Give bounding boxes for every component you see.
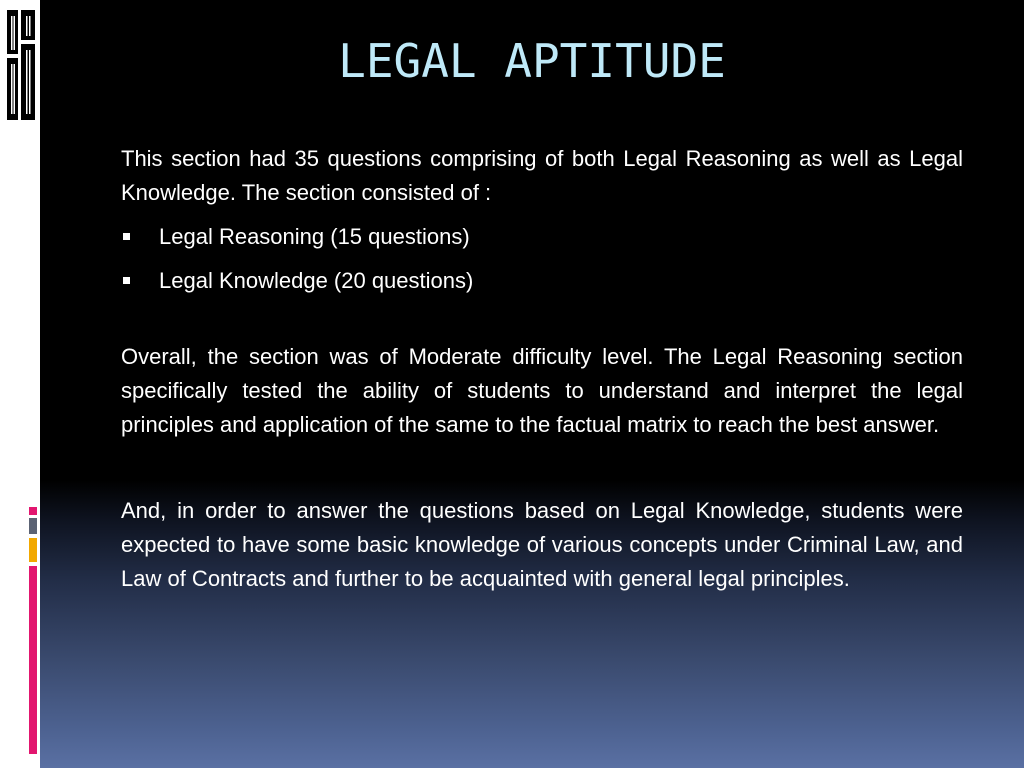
slide-title: LEGAL APTITUDE [338,34,726,88]
accent-bar-orange [29,538,37,562]
accent-bar-magenta-long [29,566,37,754]
bullet-label: Legal Knowledge (20 questions) [159,268,474,293]
square-bullet-icon [123,233,130,240]
bullet-item-legal-reasoning [121,220,963,254]
bullet-label: Legal Reasoning (15 questions) [159,224,470,249]
intro-paragraph: This section had 35 questions comprising of both Legal Reasoning as well as Legal Knowledge. The section consisted of : [121,146,963,205]
bullet-item-legal-knowledge [121,264,963,298]
knowledge-paragraph: And, in order to answer the questions based on Legal Knowledge, students were expected to have some basic knowledge of various concepts under Criminal Law, and Law of Contracts and further to be acquainted with general legal principles. [121,498,963,591]
bullet-list [121,220,963,298]
difficulty-paragraph: Overall, the section was of Moderate difficulty level. The Legal Reasoning section specifically tested the ability of students to understand and interpret the legal principles and application of the same to the factual matrix to reach the best answer. [121,344,963,437]
window-panes-icon [4,6,38,124]
accent-bar-magenta-top [29,507,37,515]
square-bullet-icon [123,277,130,284]
slide-body [121,142,963,596]
accent-bar-slate [29,518,37,534]
